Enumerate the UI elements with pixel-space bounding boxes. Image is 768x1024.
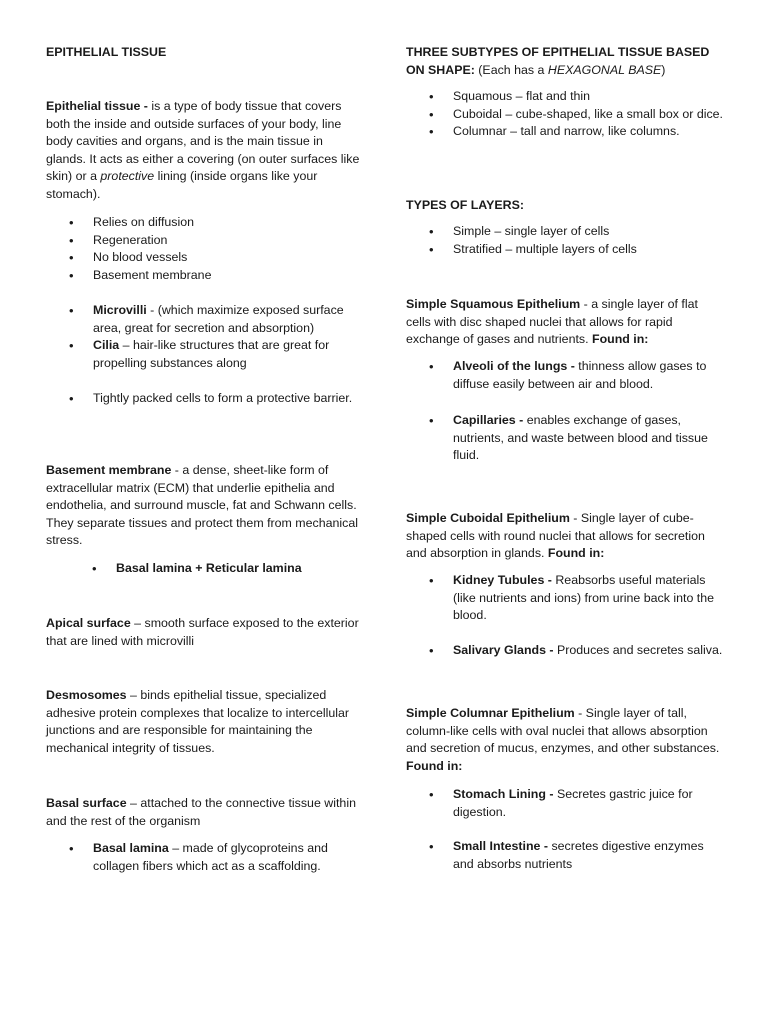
surface-list (46, 302, 364, 372)
desmosomes-definition: Desmosomes – binds epithelial tissue, specialized adhesive protein complexes that localize to intercellular junctions and are responsible for maintaining the mechanical integrity of tissues. (46, 688, 350, 755)
epithelial-definition: Epithelial tissue - is a type of body tissue that covers both the inside and outside surfaces of your body, line body cavities and organs, and is the main tissue in glands. It acts as either a covering (on outer surfaces like skin) or a protective lining (inside organs like your stomach). (46, 99, 360, 201)
squamous-definition: Simple Squamous Epithelium - a single layer of flat cells with disc shaped nuclei that allows for rapid exchange of gases and nutrients. Found in: (406, 297, 698, 347)
list-item: • Columnar – tall and narrow, like columns. (453, 123, 724, 141)
list-item: • Cilia – hair-like structures that are great for propelling substances along (93, 337, 364, 372)
list-item: • Capillaries - enables exchange of gases, nutrients, and waste between blood and tissue fluid. (453, 412, 724, 465)
list-item: • Tightly packed cells to form a protective barrier. (93, 390, 364, 408)
subtypes-list (406, 88, 724, 141)
list-item: • Microvilli - (which maximize exposed surface area, great for secretion and absorption) (93, 302, 364, 337)
layers-list (406, 223, 724, 258)
columnar-definition: Simple Columnar Epithelium - Single layer of tall, column-like cells with oval nuclei that allows absorption and secretion of mucus, enzymes, and other substances. Found in: (406, 706, 720, 773)
layers-heading: TYPES OF LAYERS: (406, 198, 524, 212)
list-item: • Basal lamina + Reticular lamina (116, 560, 364, 578)
cuboidal-list-2 (406, 642, 724, 660)
subtypes-heading: THREE SUBTYPES OF EPITHELIAL TISSUE BASED ON SHAPE: (Each has a HEXAGONAL BASE) (406, 45, 710, 77)
list-item: • Relies on diffusion (93, 214, 364, 232)
cuboidal-definition: Simple Cuboidal Epithelium - Single layer of cube-shaped cells with round nuclei that allows for secretion and absorption in glands. Found in: (406, 511, 705, 561)
apical-definition: Apical surface – smooth surface exposed to the exterior that are lined with microvilli (46, 616, 359, 648)
basal-definition: Basal surface – attached to the connective tissue within and the rest of the organism (46, 796, 356, 828)
list-item: • Salivary Glands - Produces and secretes saliva. (453, 642, 724, 660)
squamous-list-2 (406, 412, 724, 465)
list-item: • No blood vessels (93, 249, 364, 267)
squamous-list (406, 358, 724, 393)
basal-list (46, 840, 364, 875)
list-item: • Stomach Lining - Secretes gastric juice for digestion. (453, 786, 724, 821)
basement-list (46, 560, 364, 578)
cuboidal-list (406, 572, 724, 625)
list-item: • Cuboidal – cube-shaped, like a small box or dice. (453, 106, 724, 124)
columnar-list-2 (406, 838, 724, 873)
epithelial-term: Epithelial tissue - (46, 99, 148, 113)
list-item: • Basal lamina – made of glycoproteins and collagen fibers which act as a scaffolding. (93, 840, 364, 875)
list-item: • Regeneration (93, 232, 364, 250)
basement-definition: Basement membrane - a dense, sheet-like form of extracellular matrix (ECM) that underlie epithelia and endothelia, and surround muscle, fat and Schwann cells. They separate tissues and protect them from mechanical stress. (46, 463, 358, 548)
list-item: • Small Intestine - secretes digestive enzymes and absorbs nutrients (453, 838, 724, 873)
list-item: • Squamous – flat and thin (453, 88, 724, 106)
tight-list (46, 390, 364, 408)
feature-list (46, 214, 364, 284)
list-item: • Stratified – multiple layers of cells (453, 241, 724, 259)
list-item: • Simple – single layer of cells (453, 223, 724, 241)
list-item: • Basement membrane (93, 267, 364, 285)
columnar-list (406, 786, 724, 821)
doc-title: EPITHELIAL TISSUE (46, 45, 167, 59)
list-item: • Kidney Tubules - Reabsorbs useful materials (like nutrients and ions) from urine back into the blood. (453, 572, 724, 625)
list-item: • Alveoli of the lungs - thinness allow gases to diffuse easily between air and blood. (453, 358, 724, 393)
